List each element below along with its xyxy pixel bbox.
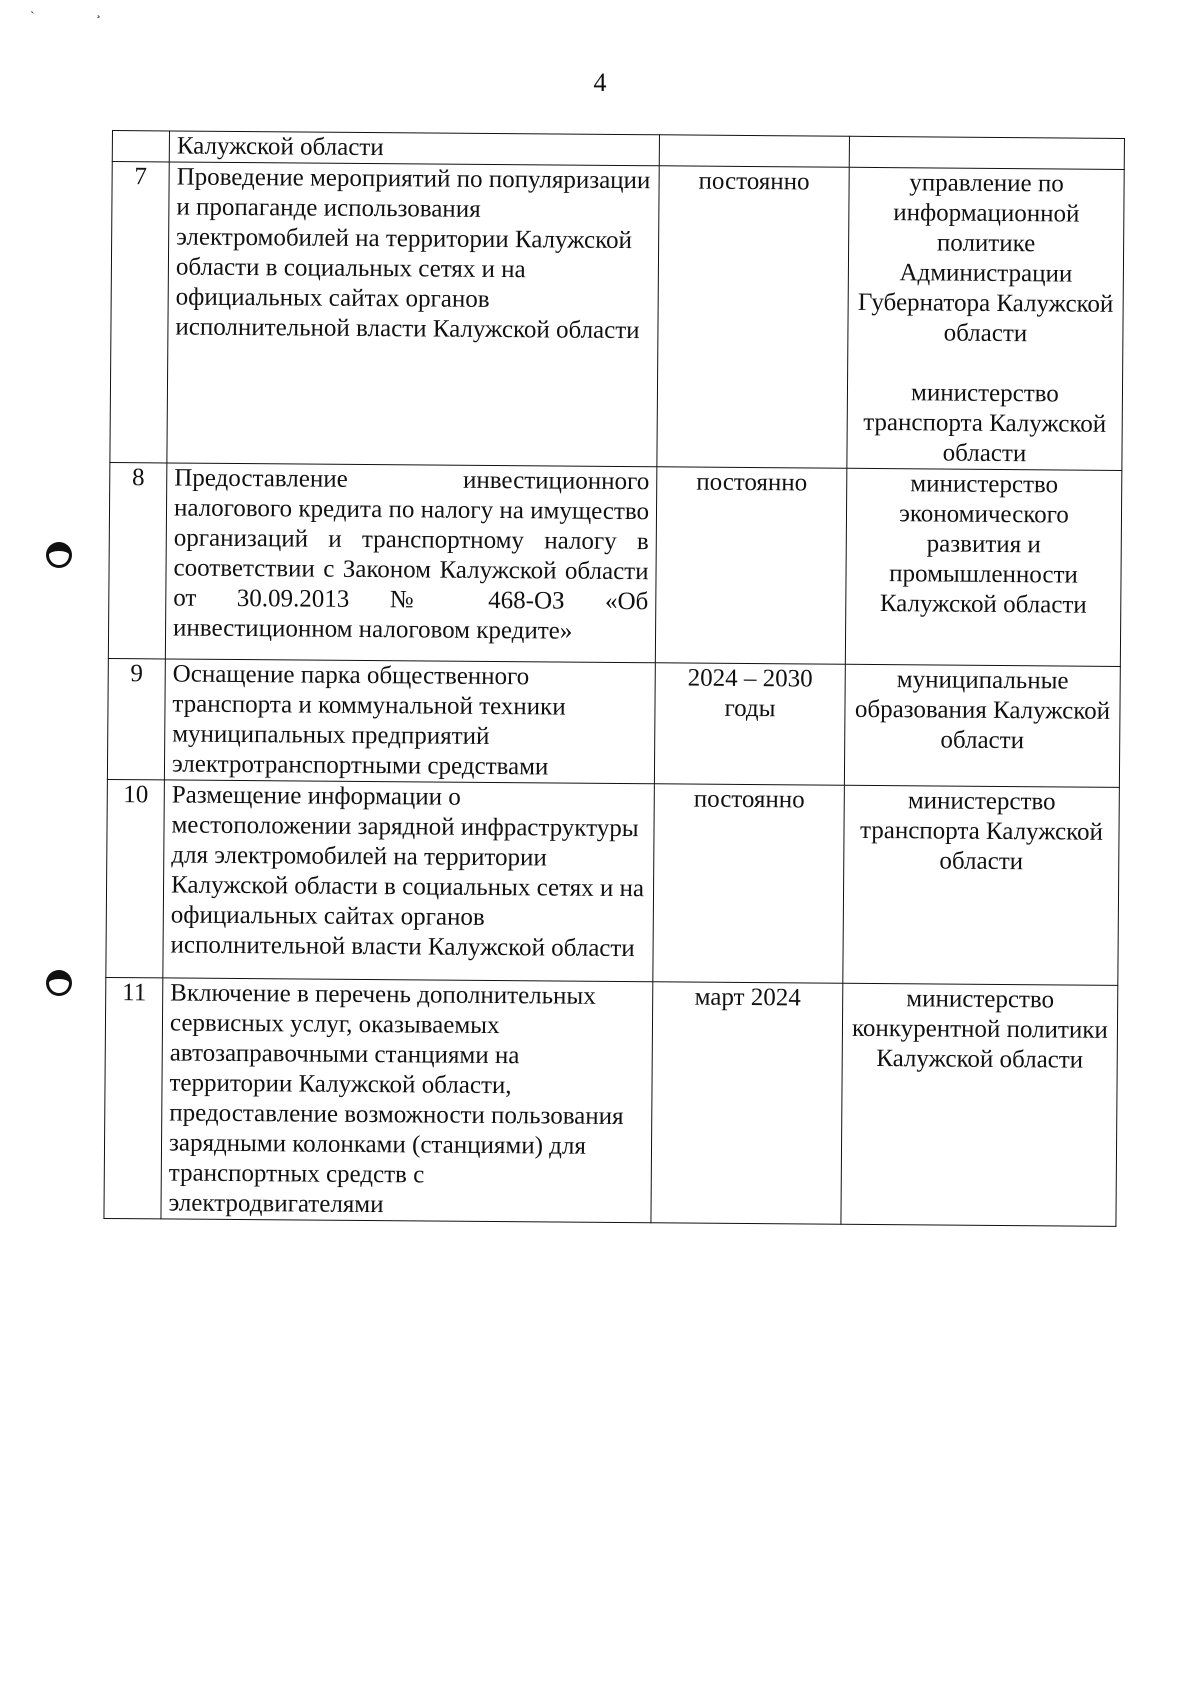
term-cell: март 2024 <box>651 982 843 1224</box>
responsible-body: министерство конкурентной политики Калужской области <box>852 985 1108 1074</box>
term-cell: постоянно <box>653 784 845 983</box>
event-cell: Включение в перечень дополнительных сервисных услуг, оказываемых автозаправочными станциями на территории Калужской области, предоставление возможности пользования зарядными колонками (станциями) для транспортных средств с электродвигателями <box>161 978 653 1223</box>
row-number-cell: 9 <box>107 658 165 779</box>
responsible-gap <box>855 348 1115 380</box>
responsible-body: министерство транспорта Калужской области <box>859 787 1104 876</box>
punch-hole-icon <box>46 970 72 996</box>
term-cell: постоянно <box>657 166 849 468</box>
event-cell: Проведение мероприятий по популяризации и пропаганде использования электромобилей на территории Калужской области в социальных сетях и на официальных сайтах органов исполнительной власти Калужской области <box>167 162 659 467</box>
responsible-cell <box>841 983 1118 1226</box>
table-row <box>108 462 1122 666</box>
event-cell: Оснащение парка общественного транспорта и коммунальной техники муниципальных предприятий электротранспортными средствами <box>164 659 655 784</box>
responsible-body: министерство транспорта Калужской области <box>863 379 1107 468</box>
action-plan-table <box>103 130 1125 1227</box>
row-number-cell: 10 <box>106 779 165 977</box>
row-number-cell <box>112 131 169 162</box>
scan-speck-mark: ¸ <box>96 4 101 19</box>
event-cell: Размещение информации о местоположении зарядной инфраструктуры для электромобилей на территории Калужской области в социальных сетях и на официальных сайтах органов исполнительной власти Калужской области <box>163 780 655 982</box>
responsible-body: министерство экономического развития и промышленности Калужской области <box>879 470 1087 619</box>
responsible-cell <box>844 664 1120 787</box>
responsible-cell <box>849 136 1124 169</box>
responsible-body: муниципальные образования Калужской области <box>854 666 1111 755</box>
responsible-body: управление по информационной политике Администрации Губернатора Калужской области <box>857 169 1114 348</box>
page-number: 4 <box>593 68 607 97</box>
punch-hole-icon <box>46 542 72 568</box>
term-cell: 2024 – 2030 годы <box>654 663 845 785</box>
responsible-cell <box>845 468 1122 666</box>
table-row <box>107 658 1120 787</box>
table-row <box>110 162 1124 471</box>
event-cell: Предоставление инвестиционного налогового кредита по налогу на имущество организаций и транспортному налогу в соответствии с Законом Калужской области от 30.09.2013 № 468-ОЗ «Об инвестиционном налоговом кредите» <box>165 463 657 663</box>
term-cell: постоянно <box>655 467 847 664</box>
event-cell: Калужской области <box>169 131 659 166</box>
term-cell <box>659 135 849 167</box>
table-row <box>106 779 1120 985</box>
row-number-cell: 7 <box>110 162 169 463</box>
row-number-cell: 8 <box>108 462 167 658</box>
row-number-cell: 11 <box>104 977 163 1218</box>
responsible-cell <box>843 785 1120 985</box>
table-row <box>104 977 1118 1226</box>
scan-speck-mark: ` <box>30 10 35 25</box>
responsible-cell <box>847 167 1124 470</box>
